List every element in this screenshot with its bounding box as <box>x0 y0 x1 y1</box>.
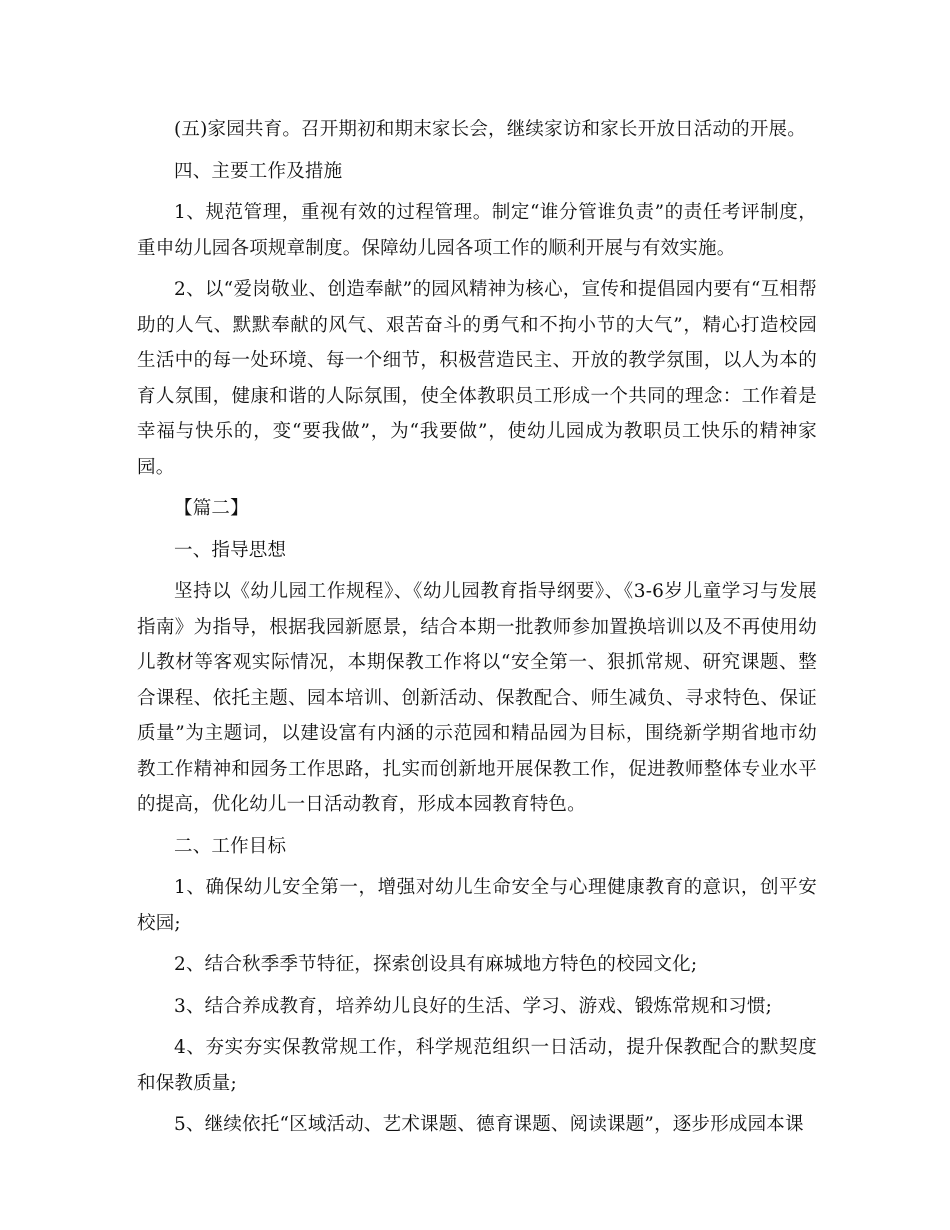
goal-item-4: 4、夯实夯实保教常规工作，科学规范组织一日活动，提升保教配合的默契度和保教质量; <box>137 1037 817 1094</box>
goal-item-3: 3、结合养成教育，培养幼儿良好的生活、学习、游戏、锻炼常规和习惯; <box>174 995 773 1017</box>
heading-part-two: 【篇二】 <box>174 498 249 519</box>
goal-item-2: 2、结合秋季季节特征，探索创设具有麻城地方特色的校园文化; <box>174 954 698 975</box>
paragraph-management: 1、规范管理，重视有效的过程管理。制定“谁分管谁负责”的责任考评制度，重申幼儿园各项规章制度。保障幼儿园各项工作的顺利开展与有效实施。 <box>137 202 817 259</box>
goal-item-5: 5、继续依托“区域活动、艺术课题、德育课题、阅读课题”，逐步形成园本课 <box>174 1114 804 1135</box>
document-body <box>137 112 817 1143</box>
goal-item-1: 1、确保幼儿安全第一，增强对幼儿生命安全与心理健康教育的意识，创平安校园; <box>137 877 817 934</box>
paragraph-spirit: 2、以“爱岗敬业、创造奉献”的园风精神为核心，宣传和提倡园内要有“互相帮助的人气、默默奉献的风气、艰苦奋斗的勇气和不拘小节的大气”，精心打造校园生活中的每一处环境、每一个细节，积极营造民主、开放的教学氛围，以人为本的育人氛围，健康和谐的人际氛围，使全体教职员工形成一个共同的理念：工作着是幸福与快乐的，变“要我做”，为“我要做”，使幼儿园成为教职员工快乐的精神家园。 <box>137 279 817 478</box>
heading-guiding-thought: 一、指导思想 <box>174 539 287 561</box>
paragraph-guiding-thought: 坚持以《幼儿园工作规程》、《幼儿园教育指导纲要》、《3-6岁儿童学习与发展指南》为指导，根据我园新愿景，结合本期一批教师参加置换培训以及不再使用幼儿教材等客观实际情况，本期保教工作将以“安全第一、狠抓常规、研究课题、整合课程、依托主题、园本培训、创新活动、保教配合、师生减负、寻求特色、保证质量”为主题词，以建设富有内涵的示范园和精品园为目标，围绕新学期省地市幼教工作精神和园务工作思路，扎实而创新地开展保教工作，促进教师整体专业水平的提高，优化幼儿一日活动教育，形成本园教育特色。 <box>137 581 817 815</box>
heading-main-work: 四、主要工作及措施 <box>174 160 343 182</box>
heading-work-goals: 二、工作目标 <box>174 835 287 857</box>
paragraph-home-school: (五)家园共育。召开期初和期末家长会，继续家访和家长开放日活动的开展。 <box>174 119 806 140</box>
